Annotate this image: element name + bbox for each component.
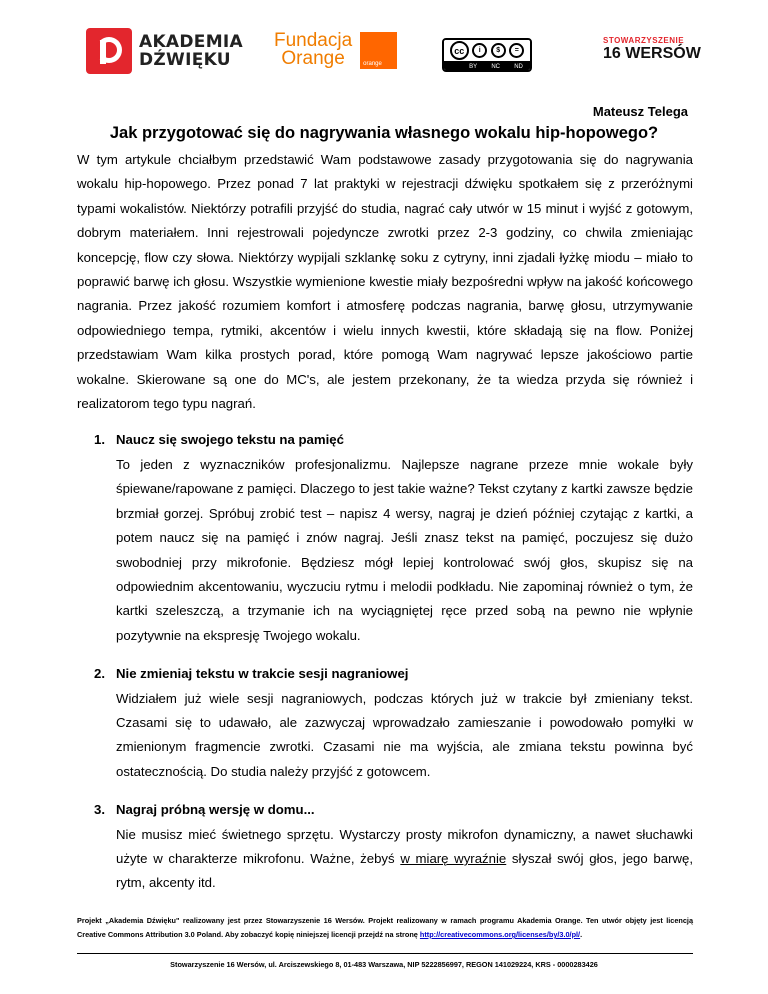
intro-paragraph: W tym artykule chciałbym przedstawić Wam podstawowe zasady przygotowania się do nagrywania wokalu hip-hopowego. Przez ponad 7 lat praktyki w rejestracji dźwięku spotkałem się z przeróżnymi typami wokalistów. Niektórzy potrafili przyjść do studia, nagrać cały utwór w 15 minut i wyjść z gotowym, dobrym materiałem. Inni rejestrowali pojedyncze zwrotki przez 2-3 godziny, co chwila zmieniając koncepcję, flow czy słowa. Niektórzy wypijali szklankę soku z cytryny, inni zjadali łyżkę miodu – miało to poprawić barwę ich głosu. Wszystkie wymienione kwestie miały bezpośredni wpływ na jakość końcowego nagrania. Przez jakość rozumiem komfort i atmosferę podczas nagrania, barwę głosu, utrzymywanie odpowiedniego tempa, rytmiki, akcentów i wielu innych kwestii, które składają się na flow. Poniżej przedstawiam Wam kilka prostych porad, które pomogą Wam nagrywać lepsze jakościowo partie wokalne. Skierowane są one do MC's, ale jestem przekonany, że ta wiedza przyda się również i realizatorom tego typu nagrań. (77, 152, 693, 412)
akademia-logo-line1: AKADEMIA (139, 32, 244, 52)
license-by: BY (469, 63, 478, 70)
footer-license-note: Projekt „Akademia Dźwięku" realizowany jest przez Stowarzyszenie 16 Wersów. Projekt realizowany w ramach programu Akademia Orange. Ten utwór objęty jest licencją Creative Commons Attribution 3.0 Poland. Aby zobaczyć kopię niniejszej licencji przejdź na stronę http://creativecommons.org/licenses/by/3.0/pl/. (77, 916, 693, 939)
fundacja-logo-line1: Fundacja (274, 30, 353, 51)
logo-bar (0, 14, 768, 84)
list-item-number: 1. (94, 432, 105, 448)
cc-by-nc-nd-license-badge (442, 38, 532, 72)
footer-divider (77, 953, 693, 954)
article-title: Jak przygotować się do nagrywania własnego wokalu hip-hopowego? (109, 124, 659, 142)
fundacja-orange-logo (274, 32, 397, 69)
stowarzyszenie-16-wersow-logo (603, 36, 701, 63)
s16-logo-line1: STOWARZYSZENIE (603, 36, 685, 45)
article-body (77, 148, 693, 896)
list-item-body: To jeden z wyznaczników profesjonalizmu. Najlepsze nagrane przeze mnie wokale były śpiewane/rapowane z pamięci. Dlaczego to jest takie ważne? Tekst czytany z kartki zawsze będzie brzmiał gorzej. Spróbuj zrobić test – napisz 4 wersy, nagraj je dzień później czytając z kartki, a potem naucz się na pamięć i znów nagraj. Jeśli znasz tekst na pamięć, poczujesz się dużo swobodniej przy mikrofonie. Będziesz mógł lepiej kontrolować swój głos, skupisz się na odpowiednim akcentowaniu, wyczuciu rytmu i melodii podkładu. Nie zapominaj również o tym, że kartki szeleszczą, a trzymanie ich na wyciągniętej ręce przed sobą na pewno nie wpłynie pozytywnie na ekspresję Twojego wokalu. (116, 456, 693, 643)
orange-square-icon (360, 32, 397, 69)
license-link[interactable]: http://creativecommons.org/licenses/by/3.0/pl/ (419, 930, 581, 939)
list-item-heading: Nagraj próbną wersję w domu... (116, 802, 315, 818)
list-item (77, 428, 693, 648)
attribution-icon: i (472, 43, 487, 58)
akademia-dzwieku-mark-icon (86, 28, 132, 74)
s16-logo-line2: 16 WERSÓW (603, 45, 701, 62)
akademia-logo-line2: DŹWIĘKU (139, 50, 231, 70)
license-nd: ND (514, 63, 523, 70)
list-item-heading: Naucz się swojego tekstu na pamięć (116, 432, 344, 448)
orange-box-label: orange (363, 61, 382, 67)
list-item (77, 662, 693, 784)
author-name: Mateusz Telega (592, 104, 688, 119)
license-nc: NC (491, 63, 500, 70)
list-item-number: 2. (94, 666, 105, 682)
noderivatives-icon: = (509, 43, 524, 58)
list-item-number: 3. (94, 802, 105, 818)
cc-icon: cc (450, 41, 469, 60)
list-item-heading: Nie zmieniaj tekstu w trakcie sesji nagraniowej (116, 666, 409, 682)
noncommercial-icon: $ (491, 43, 506, 58)
list-item-body: Widziałem już wiele sesji nagraniowych, podczas których już w trakcie był zmieniany tekst. Czasami się to udawało, ale zazwyczaj wprowadzało zamieszanie i powodowało pomyłki w zmienionym fragmencie zwrotki. Czasami nie ma wyjścia, ale zmiana tekstu powinna być ostatecznością. Do studia należy przyjść z gotowcem. (116, 690, 693, 779)
list-item-body: Nie musisz mieć świetnego sprzętu. Wystarczy prosty mikrofon dynamiczny, a nawet słuchawki użyte w charakterze mikrofonu. Ważne, żebyś w miarę wyraźnie słyszał swój głos, jego barwę, rytm, akcenty itd. (116, 826, 693, 891)
akademia-dzwieku-logo (86, 28, 243, 74)
footer-address: Stowarzyszenie 16 Wersów, ul. Arciszewskiego 8, 01-483 Warszawa, NIP 5222856997, REGON 141029224, KRS - 0000283426 (170, 960, 598, 969)
list-item (77, 798, 693, 896)
fundacja-logo-line2: Orange (281, 48, 345, 69)
underlined-phrase: w miarę wyraźnie (400, 850, 507, 866)
